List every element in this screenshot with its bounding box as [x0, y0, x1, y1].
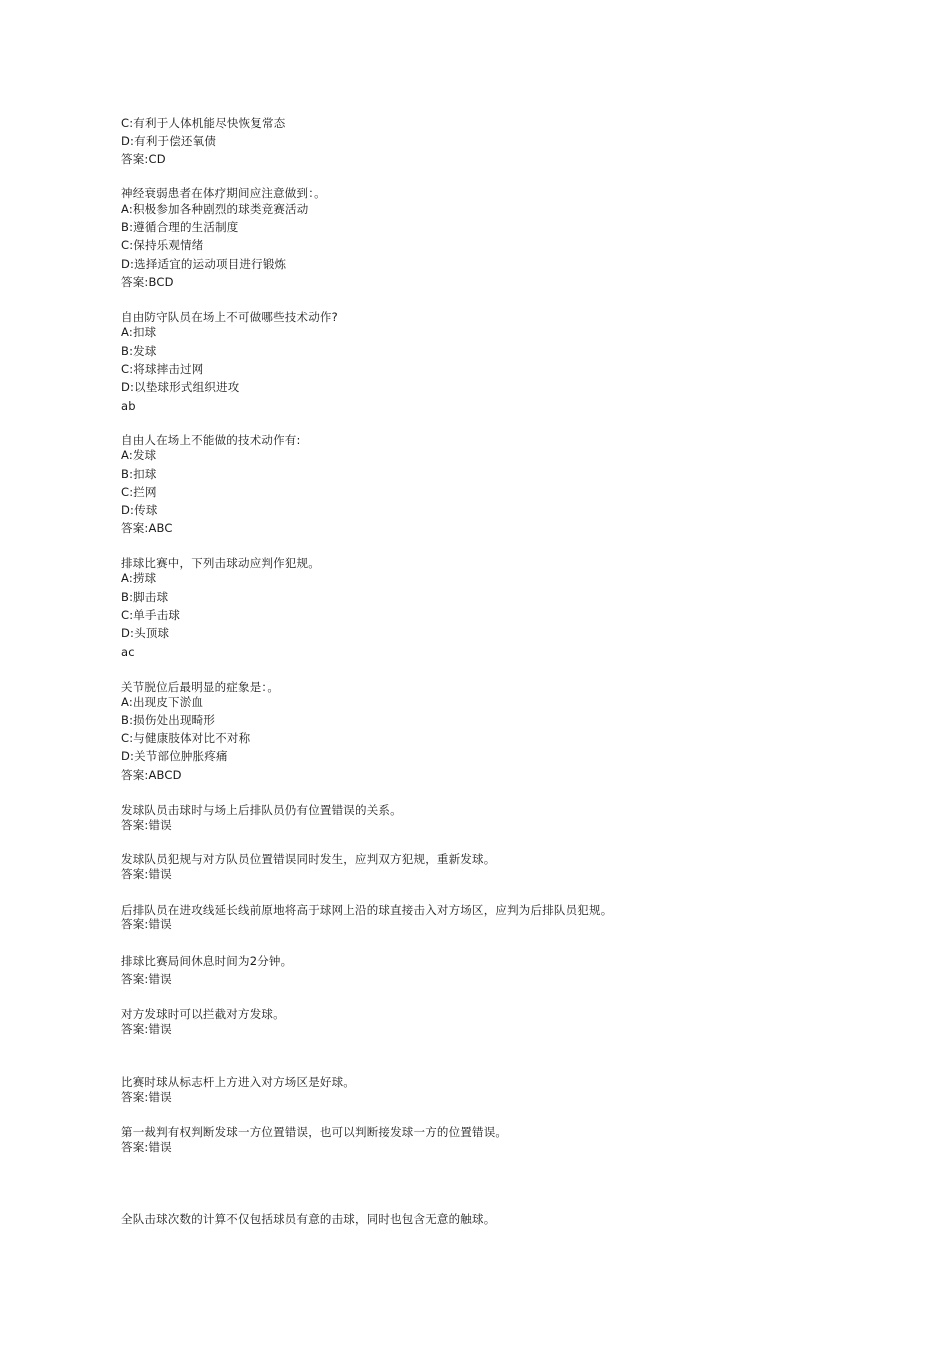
text-line: D:以垫球形式组织进攻	[121, 380, 240, 394]
text-line: D:头顶球	[121, 626, 170, 640]
text-line: 答案:错误	[121, 867, 172, 881]
text-line: ab	[121, 399, 136, 413]
text-line: C:单手击球	[121, 608, 181, 622]
text-line: A:捞球	[121, 571, 157, 585]
text-line: B:发球	[121, 344, 157, 358]
text-line: C:有利于人体机能尽快恢复常态	[121, 116, 286, 130]
text-line: B:脚击球	[121, 590, 169, 604]
text-line: 排球比赛中，下列击球动应判作犯规。	[121, 556, 320, 570]
text-line: D:关节部位肿胀疼痛	[121, 749, 228, 763]
text-line: A:扣球	[121, 325, 157, 339]
text-line: B:损伤处出现畸形	[121, 713, 216, 727]
text-line: D:选择适宜的运动项目进行锻炼	[121, 257, 287, 271]
text-line: B:遵循合理的生活制度	[121, 220, 239, 234]
text-line: 比赛时球从标志杆上方进入对方场区是好球。	[121, 1075, 355, 1089]
text-line: 排球比赛局间休息时间为2分钟。	[121, 954, 293, 968]
text-line: 答案:CD	[121, 152, 166, 166]
text-line: C:与健康肢体对比不对称	[121, 731, 251, 745]
text-line: D:有利于偿还氧债	[121, 134, 217, 148]
text-line: B:扣球	[121, 467, 157, 481]
text-line: 发球队员击球时与场上后排队员仍有位置错误的关系。	[121, 803, 402, 817]
text-line: A:发球	[121, 448, 157, 462]
text-line: 答案:错误	[121, 972, 172, 986]
text-line: 自由防守队员在场上不可做哪些技术动作?	[121, 310, 338, 324]
text-line: 答案:错误	[121, 1090, 172, 1104]
text-line: 答案:错误	[121, 1022, 172, 1036]
text-line: 答案:错误	[121, 1140, 172, 1154]
text-line: ac	[121, 645, 135, 659]
text-line: 对方发球时可以拦截对方发球。	[121, 1007, 285, 1021]
text-line: 关节脱位后最明显的症象是：。	[121, 680, 280, 694]
text-line: 答案:BCD	[121, 275, 174, 289]
text-line: 第一裁判有权判断发球一方位置错误，也可以判断接发球一方的位置错误。	[121, 1125, 508, 1139]
text-line: 答案:ABCD	[121, 768, 182, 782]
text-line: 答案:错误	[121, 818, 172, 832]
text-line: 发球队员犯规与对方队员位置错误同时发生，应判双方犯规，重新发球。	[121, 852, 496, 866]
text-line: C:拦网	[121, 485, 157, 499]
text-line: 全队击球次数的计算不仅包括球员有意的击球，同时也包含无意的触球。	[121, 1212, 496, 1226]
text-line: 后排队员在进攻线延长线前原地将高于球网上沿的球直接击入对方场区，应判为后排队员犯规。	[121, 903, 613, 917]
text-line: A:积极参加各种剧烈的球类竞赛活动	[121, 202, 309, 216]
text-line: C:将球摔击过网	[121, 362, 204, 376]
text-line: D:传球	[121, 503, 158, 517]
text-line: A:出现皮下淤血	[121, 695, 204, 709]
text-line: 神经衰弱患者在体疗期间应注意做到：。	[121, 186, 326, 200]
text-line: 答案:错误	[121, 917, 172, 931]
text-line: 自由人在场上不能做的技术动作有:	[121, 433, 301, 447]
text-line: C:保持乐观情绪	[121, 238, 204, 252]
text-line: 答案:ABC	[121, 521, 173, 535]
